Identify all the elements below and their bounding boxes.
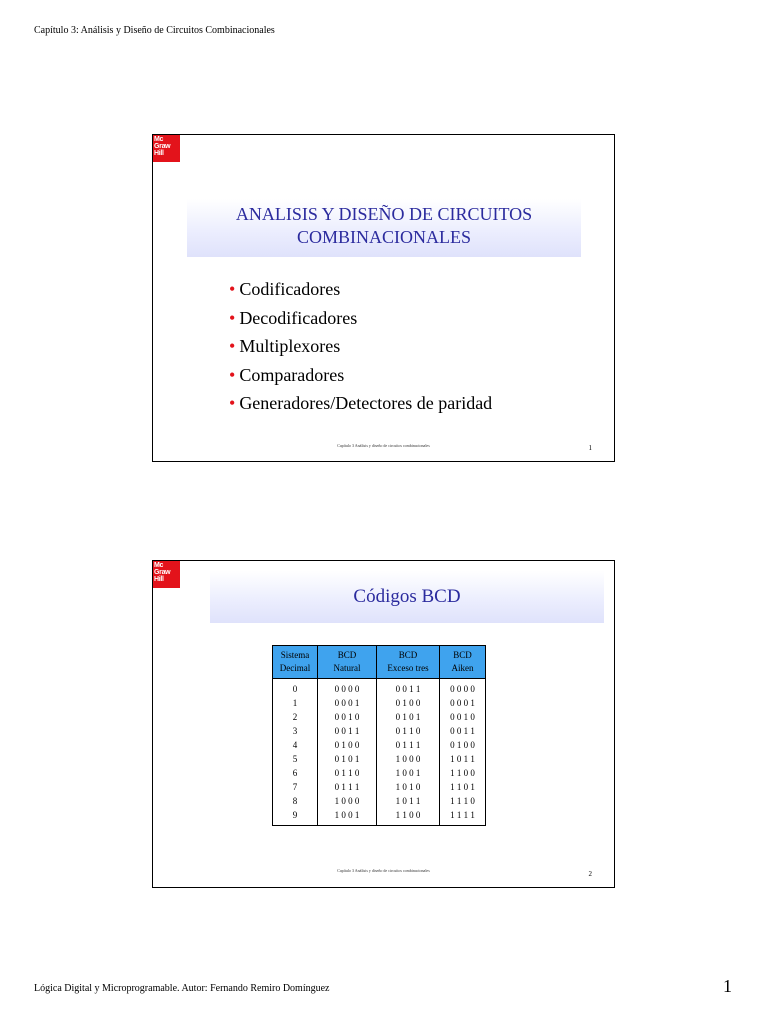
- list-item: • Decodificadores: [229, 307, 358, 328]
- table-cell: 0 1 0 0: [377, 696, 440, 710]
- table-cell: 0 1 0 1: [377, 710, 440, 724]
- table-cell: 0 1 1 1: [377, 738, 440, 752]
- table-cell: 9: [273, 808, 318, 826]
- table-cell: 0 1 0 1: [318, 752, 377, 766]
- table-cell: 0 0 1 1: [318, 724, 377, 738]
- table-cell: 4: [273, 738, 318, 752]
- table-cell: 0 0 0 1: [440, 696, 486, 710]
- table-cell: 0 0 0 0: [440, 679, 486, 697]
- table-row: [273, 710, 486, 724]
- slide-1: [152, 134, 615, 462]
- slide-number: 2: [588, 870, 592, 878]
- bcd-table: [272, 645, 486, 826]
- table-cell: 0 0 0 1: [318, 696, 377, 710]
- bullet-icon: •: [229, 393, 236, 413]
- bullet-icon: •: [229, 307, 236, 328]
- slide-title-line-1: ANALISIS Y DISEÑO DE CIRCUITOS: [235, 204, 533, 224]
- page-header: Capítulo 3: Análisis y Diseño de Circuitos Combinacionales: [34, 25, 275, 36]
- table-row: [273, 724, 486, 738]
- table-cell: 1 1 0 1: [440, 780, 486, 794]
- table-row: [273, 738, 486, 752]
- table-cell: 1 0 1 0: [377, 780, 440, 794]
- slide-2: [152, 560, 615, 888]
- table-row: [273, 766, 486, 780]
- table-header: BCD Exceso tres: [377, 646, 440, 679]
- list-item: • Multiplexores: [229, 336, 341, 356]
- slide-footer: Capítulo 3 Análisis y diseño de circuitos combinacionales: [337, 868, 430, 873]
- list-item: • Comparadores: [229, 364, 345, 385]
- table-cell: 1 0 1 1: [440, 752, 486, 766]
- table-row: [273, 808, 486, 826]
- table-cell: 1 0 1 1: [377, 794, 440, 808]
- table-cell: 1 0 0 1: [377, 766, 440, 780]
- table-cell: 1 1 0 0: [440, 766, 486, 780]
- table-row: [273, 679, 486, 697]
- table-cell: 0 0 1 1: [440, 724, 486, 738]
- table-cell: 0 0 0 0: [318, 679, 377, 697]
- table-row: [273, 780, 486, 794]
- table-cell: 0: [273, 679, 318, 697]
- table-cell: 0 1 0 0: [440, 738, 486, 752]
- list-item: • Generadores/Detectores de paridad: [229, 393, 493, 413]
- table-cell: 0 0 1 0: [440, 710, 486, 724]
- table-cell: 1 1 1 1: [440, 808, 486, 826]
- table-cell: 8: [273, 794, 318, 808]
- mcgraw-hill-logo: Mc Graw Hill: [153, 135, 180, 162]
- table-header: BCD Aiken: [440, 646, 486, 679]
- table-cell: 5: [273, 752, 318, 766]
- table-cell: 0 1 1 0: [377, 724, 440, 738]
- slide-title: Códigos BCD: [210, 571, 604, 623]
- table-cell: 0 1 0 0: [318, 738, 377, 752]
- table-cell: 0 1 1 0: [318, 766, 377, 780]
- table-body: [273, 679, 486, 826]
- list-item: • Codificadores: [229, 279, 341, 299]
- table-cell: 7: [273, 780, 318, 794]
- table-cell: 1 1 0 0: [377, 808, 440, 826]
- table-cell: 1: [273, 696, 318, 710]
- table-cell: 1 0 0 1: [318, 808, 377, 826]
- slide-number: 1: [588, 444, 592, 452]
- table-cell: 1 0 0 0: [377, 752, 440, 766]
- slide-footer: Capítulo 3 Análisis y diseño de circuitos combinacionales: [337, 443, 430, 448]
- slide-title-line-2: COMBINACIONALES: [296, 227, 471, 247]
- table-cell: 2: [273, 710, 318, 724]
- table-cell: 0 0 1 0: [318, 710, 377, 724]
- topic-list: [229, 279, 492, 422]
- page-footer: Lógica Digital y Microprogramable. Autor: Fernando Remiro Domínguez: [34, 983, 330, 994]
- bullet-icon: •: [229, 364, 236, 385]
- table-cell: 6: [273, 766, 318, 780]
- table-cell: 0 1 1 1: [318, 780, 377, 794]
- table-cell: 1 1 1 0: [440, 794, 486, 808]
- mcgraw-hill-logo: Mc Graw Hill: [153, 561, 180, 588]
- table-row: [273, 696, 486, 710]
- bullet-icon: •: [229, 279, 236, 299]
- table-cell: 1 0 0 0: [318, 794, 377, 808]
- table-cell: 3: [273, 724, 318, 738]
- page-number: 1: [723, 976, 732, 996]
- table-header: Sistema Decimal: [273, 646, 318, 679]
- bullet-icon: •: [229, 336, 236, 356]
- table-header: BCD Natural: [318, 646, 377, 679]
- table-row: [273, 794, 486, 808]
- slide-title: [187, 199, 581, 257]
- table-cell: 0 0 1 1: [377, 679, 440, 697]
- table-row: [273, 752, 486, 766]
